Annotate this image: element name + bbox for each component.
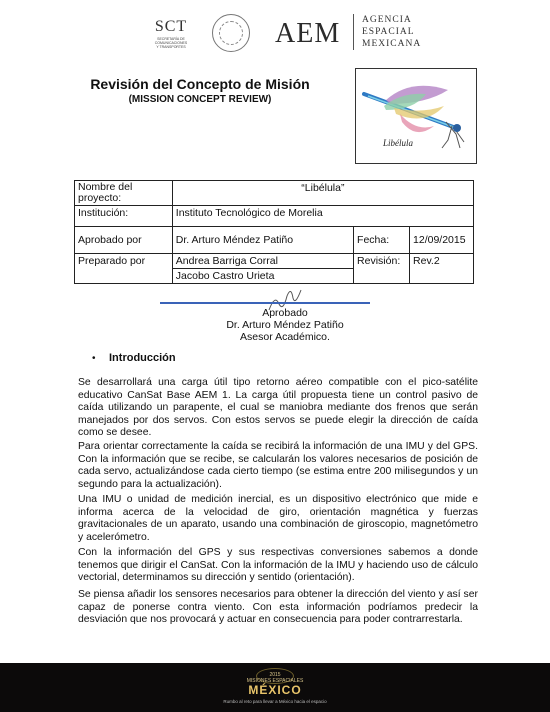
paragraph-2: Para orientar correctamente la caída se recibirá la información de una IMU y del GPS. Con la información que se recibe, se calcularán los valores necesarios de posición de cada servo, actualizándose cada cierto tiempo (se estima entre 200 milisegundos y un segundo para la actualización). xyxy=(78,441,478,490)
sct-sub-line: SECRETARÍA DE xyxy=(157,37,185,41)
paragraph-4: Con la información del GPS y sus respectivas conversiones sabemos a donde tenemos que dirigir el CanSat. Con la información de la IMU y haciendo uso de cálculo vectorial, determinamos su dirección y sentido (orientación). xyxy=(78,547,478,584)
agency-line: AGENCIA xyxy=(362,15,412,25)
revision-value: Rev.2 xyxy=(410,254,474,284)
document-subtitle: (MISSION CONCEPT REVIEW) xyxy=(128,94,272,105)
prepared-value-1: Andrea Barriga Corral xyxy=(172,254,353,269)
sct-title: SCT xyxy=(154,18,188,35)
dragonfly-logo-icon xyxy=(356,70,474,160)
project-label: Nombre del proyecto: xyxy=(75,181,173,206)
approval-signature-block xyxy=(150,307,420,343)
footer-tagline: Rumbo al reto para llevar a México hacia el espacio xyxy=(223,699,327,704)
header-divider xyxy=(353,14,354,50)
document-title: Revisión del Concepto de Misión xyxy=(90,76,310,92)
approved-label: Aprobado por xyxy=(75,227,173,254)
approver-role: Asesor Académico. xyxy=(240,331,330,343)
institution-label: Institución: xyxy=(75,206,173,227)
eagle-emblem-icon xyxy=(219,21,243,45)
date-value: 12/09/2015 xyxy=(410,227,474,254)
agency-line: MEXICANA xyxy=(362,39,422,49)
table-row xyxy=(75,206,474,227)
approval-label: Aprobado xyxy=(262,307,308,319)
revision-label: Revisión: xyxy=(354,254,410,284)
approved-value: Dr. Arturo Méndez Patiño xyxy=(172,227,353,254)
paragraph-5: Se piensa añadir los sensores necesarios para obtener la dirección del viento y así ser capaz de ponerse contra viento. Con esta información podríamos predecir la desviación que nos provocará y actuar en consecuencia para poder contrarrestarla. xyxy=(78,589,478,626)
approver-name: Dr. Arturo Méndez Patiño xyxy=(226,319,344,331)
institution-value: Instituto Tecnológico de Morelia xyxy=(172,206,473,227)
table-row xyxy=(75,254,474,269)
table-row xyxy=(75,181,474,206)
section-heading: Introducción xyxy=(109,352,176,364)
sct-sub-line: COMUNICACIONES xyxy=(154,41,188,45)
footer-year: 2015 xyxy=(269,672,281,678)
agency-name xyxy=(362,14,421,50)
sct-subtitle xyxy=(140,37,202,49)
paragraph-1: Se desarrollará una carga útil tipo retorno aéreo compatible con el pico-satélite educativo CanSat Base AEM 1. La carga útil propuesta tiene un control pasivo de caída utilizando un parapente, el cual se maniobra mediante dos frenos que serán manejados por dos servos. Con estos servos se puede elegir la dirección de caída como se desee. xyxy=(78,377,478,439)
prepared-value-2: Jacobo Castro Urieta xyxy=(172,269,353,284)
project-value: “Libélula” xyxy=(172,181,473,206)
paragraph-3: Una IMU o unidad de medición inercial, es un dispositivo electrónico que mide e informa acerca de la velocidad de giro, orientación magnética y fuerzas gravitacionales de un aparato, usando una combinación de giroscopio, magnetómetro y acelerómetro. xyxy=(78,494,478,543)
aem-logo-text: AEM xyxy=(275,18,341,49)
agency-line: ESPACIAL xyxy=(362,27,415,37)
mission-logo-caption: Libélula xyxy=(383,138,414,148)
footer-mexico-logo: MÉXICO xyxy=(248,683,302,697)
sct-logo xyxy=(140,18,202,49)
signature-line xyxy=(160,302,370,304)
footer-missions: MISIONES ESPACIALES xyxy=(246,678,304,684)
bullet-icon: • xyxy=(92,353,96,364)
prepared-label: Preparado por xyxy=(75,254,173,284)
sct-sub-line: Y TRANSPORTES xyxy=(156,45,186,49)
date-label: Fecha: xyxy=(354,227,410,254)
project-info-table xyxy=(74,180,474,284)
table-row xyxy=(75,227,474,254)
